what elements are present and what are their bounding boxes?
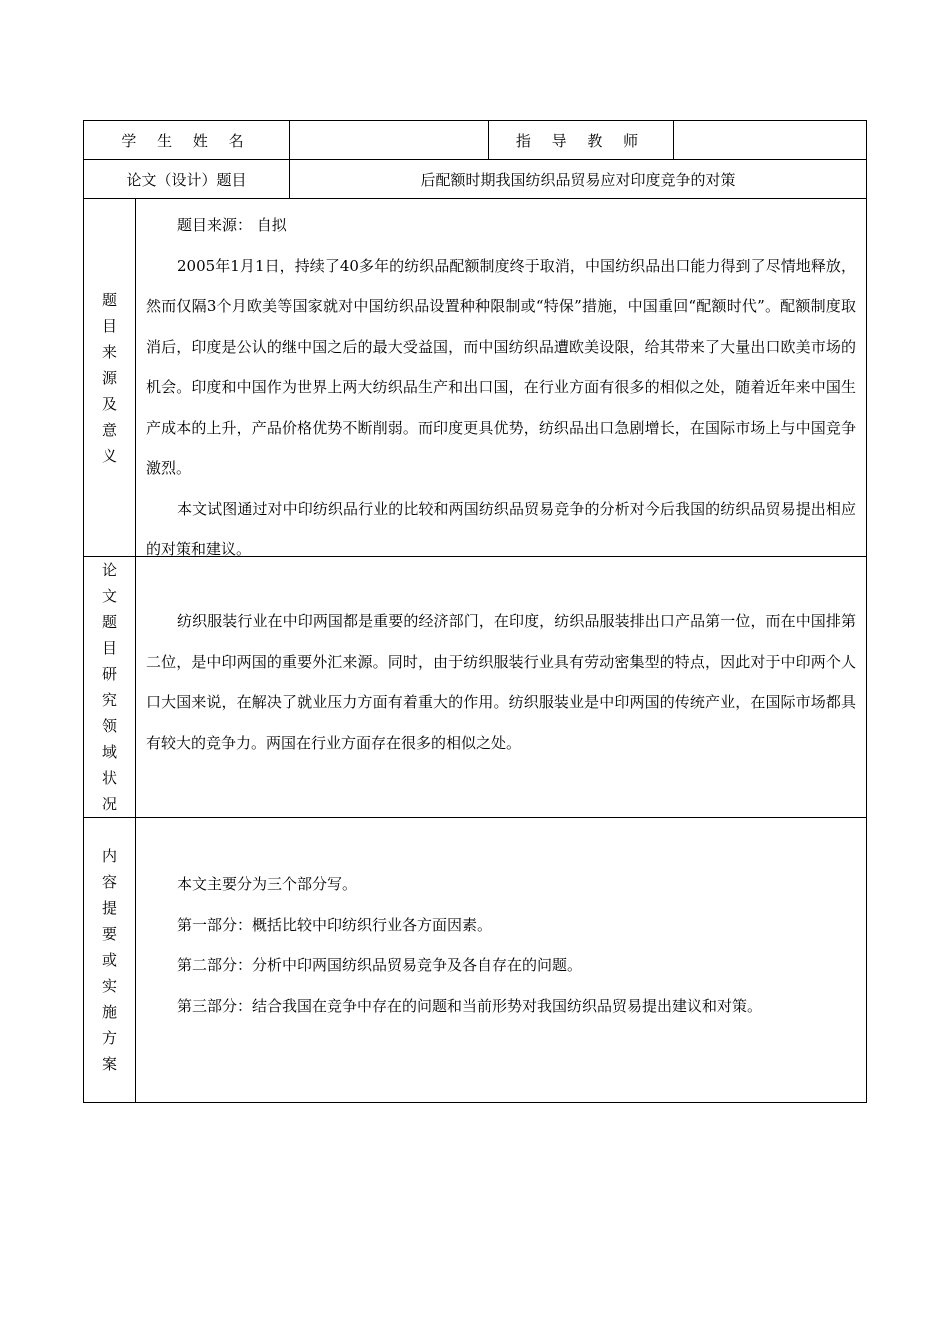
outline-part-1: 第一部分：概括比较中印纺织行业各方面因素。 xyxy=(177,915,493,934)
student-name-label: 学 生 姓 名 xyxy=(84,121,290,159)
outline-part-3: 第三部分：结合我国在竞争中存在的问题和当前形势对我国纺织品贸易提出建议和对策。 xyxy=(177,996,763,1015)
content-outline-row xyxy=(84,818,866,1102)
advisor-label: 指 导 教 师 xyxy=(489,121,674,159)
outline-intro: 本文主要分为三个部分写。 xyxy=(177,875,358,893)
significance-paragraph: 2005年1月1日，持续了40多年的纺织品配额制度终于取消，中国纺织品出口能力得到了尽情地释放，然而仅隔3个月欧美等国家就对中国纺织品设置种种限制或“特保”措施，中国重回“配额时代”。配额制度取消后，印度是公认的继中国之后的最大受益国，而中国纺织品遭欧美设限，给其带来了大量出口欧美市场的机会。印度和中国作为世界上两大纺织品生产和出口国，在行业方面有很多的相似之处，随着近年来中国生产成本的上升，产品价格优势不断削弱。而印度更具优势，纺织品出口急剧增长，在国际市场上与中国竞争激烈。 xyxy=(146,256,856,477)
content-outline-content xyxy=(136,864,856,1026)
research-status-row xyxy=(84,557,866,818)
source-significance-label: 题 目 来 源 及 意 义 xyxy=(84,199,136,556)
title-row xyxy=(84,160,866,199)
research-status-label: 论 文 题 目 研 究 领 域 状 况 xyxy=(84,557,136,817)
content-outline-label: 内 容 提 要 或 实 施 方 案 xyxy=(84,818,136,1102)
advisor-field[interactable] xyxy=(674,121,866,159)
topic-source-line: 题目来源： 自拟 xyxy=(177,216,287,234)
research-status-content xyxy=(136,601,856,763)
source-significance-content xyxy=(136,205,856,570)
outline-part-2: 第二部分：分析中印两国纺织品贸易竞争及各自存在的问题。 xyxy=(177,956,583,974)
research-status-paragraph: 纺织服装行业在中印两国都是重要的经济部门，在印度，纺织品服装排出口产品第一位，而在中国排第二位，是中印两国的重要外汇来源。同时，由于纺织服装行业具有劳动密集型的特点，因此对于中印两个人口大国来说，在解决了就业压力方面有着重大的作用。纺织服装业是中印两国的传统产业，在国际市场都具有较大的竞争力。两国在行业方面存在很多的相似之处。 xyxy=(146,612,856,752)
thesis-proposal-form xyxy=(83,120,867,1103)
thesis-title-label: 论文（设计）题目 xyxy=(84,160,290,198)
thesis-title-value: 后配额时期我国纺织品贸易应对印度竞争的对策 xyxy=(420,170,736,189)
student-name-field[interactable] xyxy=(290,121,489,159)
source-significance-row xyxy=(84,199,866,557)
purpose-paragraph: 本文试图通过对中印纺织品行业的比较和两国纺织品贸易竞争的分析对今后我国的纺织品贸易提出相应的对策和建议。 xyxy=(146,499,856,558)
header-row xyxy=(84,121,866,160)
